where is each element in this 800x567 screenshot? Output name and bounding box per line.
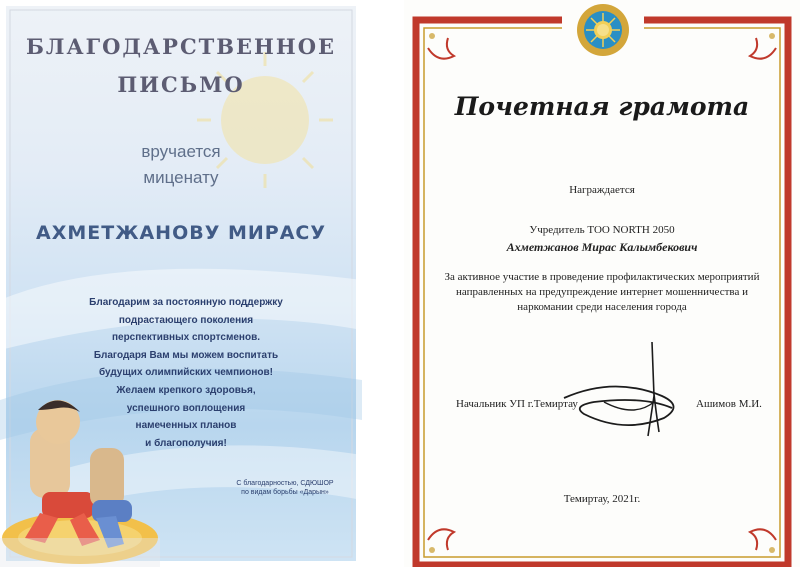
award-reason-line: направленных на предупреждение интернет мошенничества и xyxy=(456,286,748,298)
award-reason-line: За активное участие в проведение профилактических мероприятий xyxy=(444,271,760,283)
letter-signoff xyxy=(210,479,360,497)
awarded-label: Награждается xyxy=(569,184,635,196)
letter-body-line: успешного воплощения xyxy=(126,402,246,414)
letter-body-line: подрастающего поколения xyxy=(118,314,254,326)
presented-line1: вручается xyxy=(141,142,221,161)
chief-name: Ашимов М.И. xyxy=(696,398,762,410)
letter-body-line: намеченных планов xyxy=(135,420,237,432)
city-date: Темиртау, 2021г. xyxy=(563,493,641,505)
letter-body-line: Благодаря Вам мы можем воспитать xyxy=(93,349,279,361)
certificate-title: Почетная грамота xyxy=(454,92,750,121)
letter-signoff-line1: С благодарностью, СДЮШОР xyxy=(236,480,334,487)
certificate-of-honor xyxy=(404,0,800,567)
wrestlers-illustration xyxy=(0,388,160,567)
award-reason-line: наркомании среди населения города xyxy=(517,301,687,313)
letter-body-line: и благополучия! xyxy=(145,437,227,449)
letter-body-line: Желаем крепкого здоровья, xyxy=(116,384,256,396)
award-reason xyxy=(404,270,800,315)
letter-body-line: перспективных спортсменов. xyxy=(111,332,261,344)
awardee-name: Ахметжанов Мирас Калымбекович xyxy=(506,240,698,254)
founder-line: Учредитель ТОО NORTH 2050 xyxy=(529,224,675,236)
letter-body-line: Благодарим за постоянную поддержку xyxy=(89,297,283,308)
letter-signoff-line2: по видам борьбы «Дарын» xyxy=(241,489,329,496)
gratitude-letter xyxy=(0,0,362,567)
state-emblem-icon xyxy=(562,0,644,62)
presented-line2: миценату xyxy=(143,168,219,187)
letter-recipient: АХМЕТЖАНОВУ МИРАСУ xyxy=(36,222,326,244)
letter-body-line: будущих олимпийских чемпионов! xyxy=(98,367,273,379)
letter-title-line1: БЛАГОДАРСТВЕННОЕ xyxy=(25,34,337,59)
chief-label: Начальник УП г.Темиртау xyxy=(456,398,578,410)
letter-title-line2: ПИСЬМО xyxy=(117,72,245,97)
signature-scribble xyxy=(544,336,694,446)
